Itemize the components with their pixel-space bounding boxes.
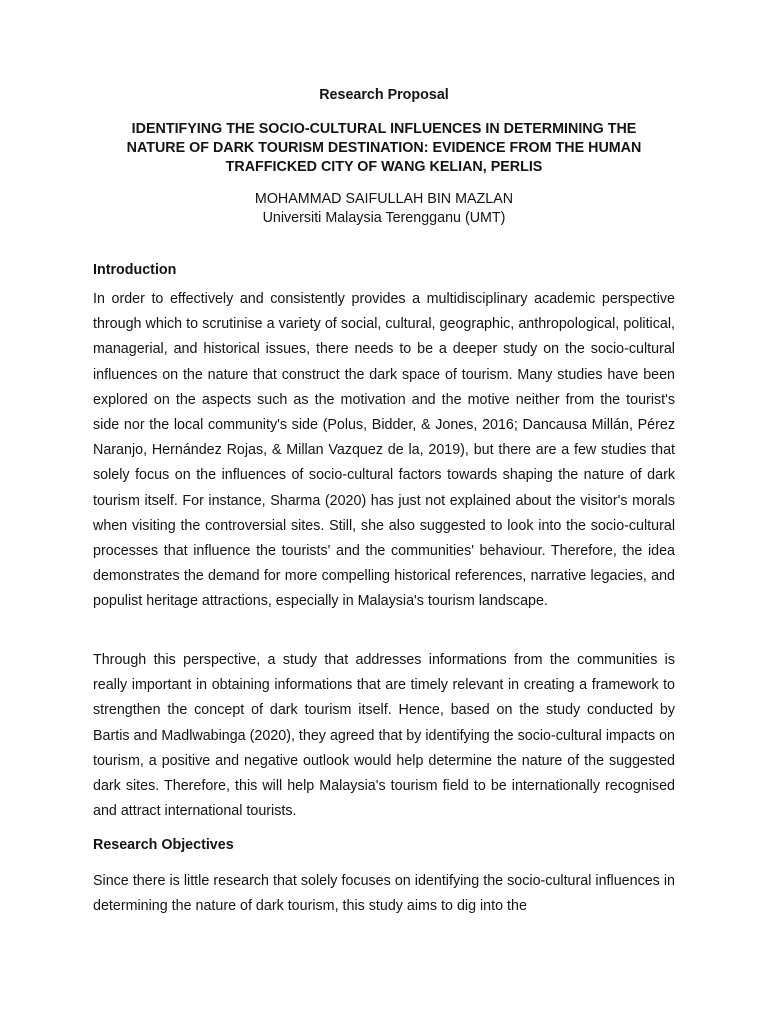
- author-affiliation: Universiti Malaysia Terengganu (UMT): [262, 210, 506, 226]
- title-line: IDENTIFYING THE SOCIO-CULTURAL INFLUENCES IN DETERMINING THE: [131, 121, 637, 137]
- introduction-paragraph-1: In order to effectively and consistently provides a multidisciplinary academic perspective through which to scrutinise a variety of social, cultural, geographic, anthropological, political, managerial, and historical issues, there needs to be a deeper study on the socio-cultural influences on the nature that construct the dark space of tourism. Many studies have been explored on the aspects such as the motivation and the motive neither from the tourist's side nor the local community's side (Polus, Bidder, & Jones, 2016; Dancausa Millán, Pérez Naranjo, Hernández Rojas, & Millan Vazquez de la, 2019), but there are a few studies that solely focus on the influences of socio-cultural factors towards shaping the nature of dark tourism itself. For instance, Sharma (2020) has just not explained about the visitor's morals when visiting the controversial sites. Still, she also suggested to look into the socio-cultural processes that influence the tourists' and the communities' behaviour. Therefore, the idea demonstrates the demand for more compelling historical references, narrative legacies, and populist heritage attractions, especially in Malaysia's tourism landscape.: [93, 291, 675, 610]
- introduction-paragraph-2: Through this perspective, a study that addresses informations from the communities is really important in obtaining informations that are timely relevant in creating a framework to strengthen the concept of dark tourism itself. Hence, based on the study conducted by Bartis and Madlwabinga (2020), they agreed that by identifying the socio-cultural impacts on tourism, a positive and negative outlook would help determine the nature of the suggested dark sites. Therefore, this will help Malaysia's tourism field to be internationally recognised and attract international tourists.: [93, 652, 675, 820]
- research-objectives-paragraph-1: Since there is little research that solely focuses on identifying the socio-cultural influences in determining the nature of dark tourism, this study aims to dig into the: [93, 873, 675, 915]
- research-objectives-heading: Research Objectives: [93, 837, 234, 853]
- document-label: Research Proposal: [319, 87, 449, 103]
- introduction-heading: Introduction: [93, 262, 177, 278]
- author-name: MOHAMMAD SAIFULLAH BIN MAZLAN: [254, 191, 514, 207]
- author-block: [0, 190, 768, 228]
- document-title: [0, 120, 768, 177]
- title-line: TRAFFICKED CITY OF WANG KELIAN, PERLIS: [225, 159, 543, 175]
- title-line: NATURE OF DARK TOURISM DESTINATION: EVIDENCE FROM THE HUMAN: [126, 140, 642, 156]
